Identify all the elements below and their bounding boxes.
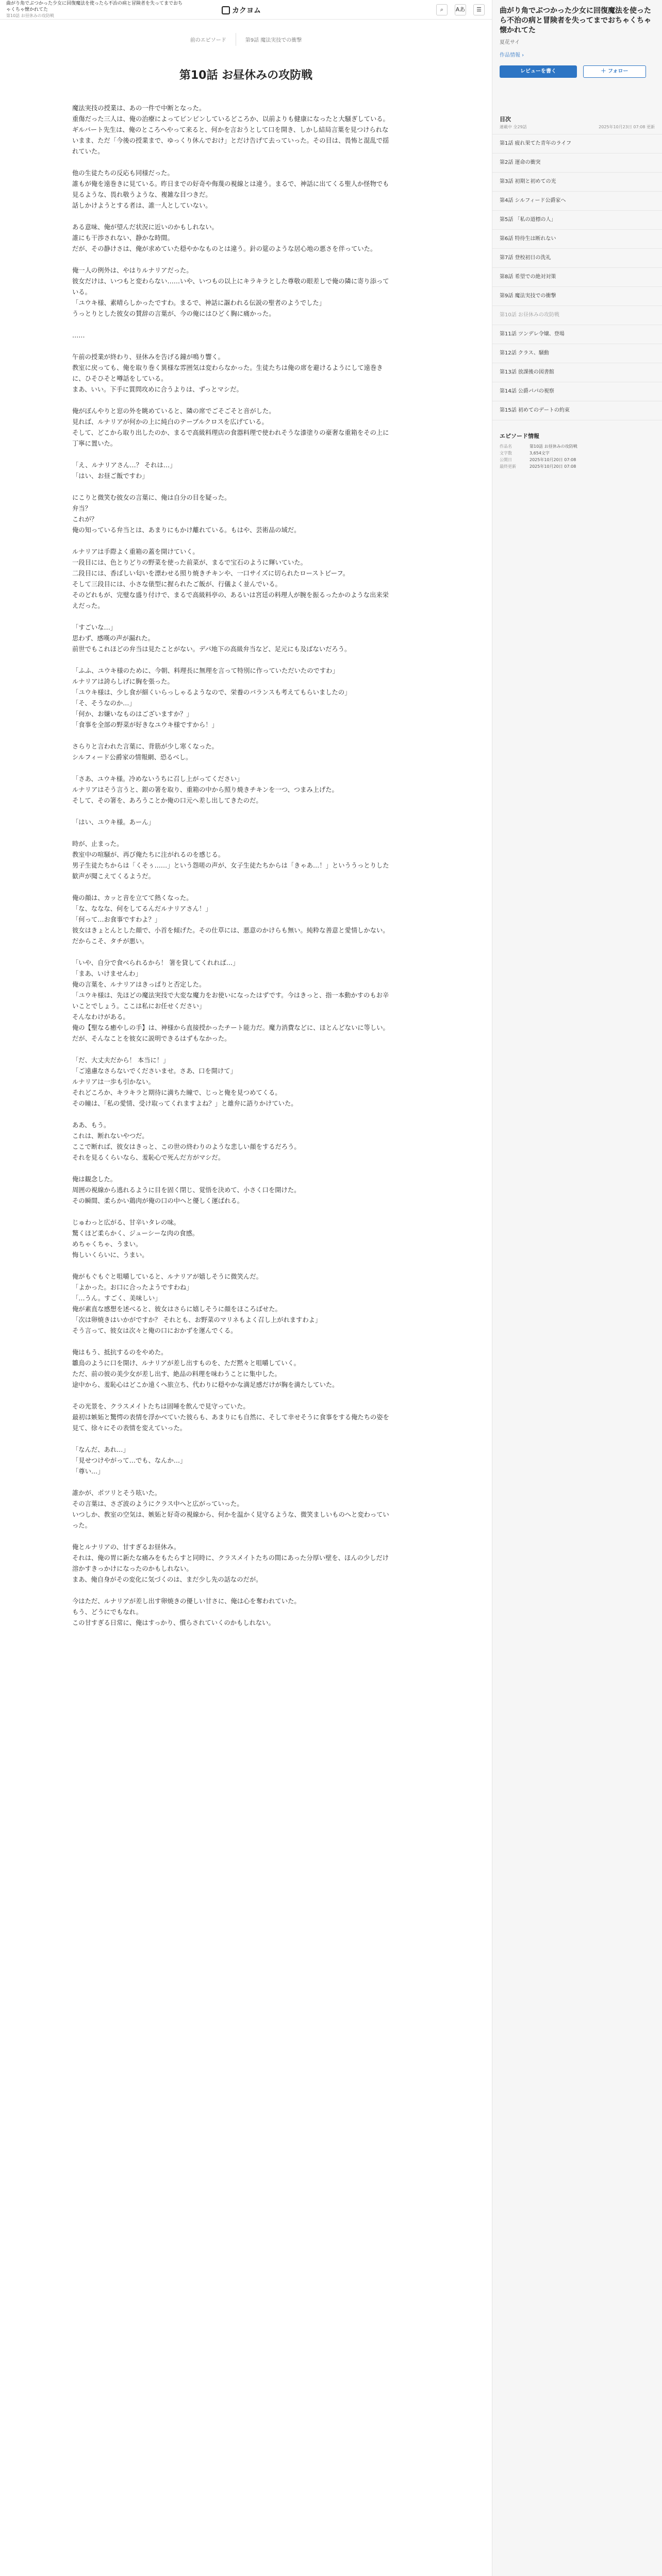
toc-episode-item[interactable]: 第4話 シルフィード公爵家へ [492,191,662,210]
info-value: 2025年10月20日 07:08 [529,457,576,462]
story-paragraph: 「え、ルナリアさん…？ それは…」 「はい、お昼ご飯ですわ」 [72,462,176,480]
toc-episode-item[interactable]: 第1話 疲れ果てた青年のライフ [492,134,662,153]
toc-episode-item[interactable]: 第9話 魔法実技での衝撃 [492,286,662,306]
story-paragraph: …… [72,332,85,339]
story-paragraph: 「ふふ、ユウキ様のために、今朝、料理長に無理を言って特別に作っていただいたのですわ」 ルナリアは誇らしげに胸を張った。 「ユウキ様は、少し食が細くいらっしゃるようなので、栄養のバランスも考えてもらいましたの」 「そ、そうなのか…」 「何か、お嫌いなものはございますか？」 「食事を全部の野菜が好きなユウキ様ですから！」 [72,667,351,728]
toc-list [492,134,662,420]
sidebar-work-title[interactable]: 曲がり角でぶつかった少女に回復魔法を使ったら不治の病と冒険者を失ってまでおちゃくちゃ懐かれてた [500,7,651,35]
story-paragraph: にこりと微笑む彼女の言葉に、俺は自分の目を疑った。 弁当？ これが？ 俺の知っている弁当とは、あまりにもかけ離れている。もはや、芸術品の域だ。 [72,494,301,534]
story-paragraph: 他の生徒たちの反応も同様だった。 誰もが俺を遠巻きに見ている。昨日までの好奇や侮蔑の視線とは違う。まるで、神話に出てくる聖人か怪物でも見るような、畏れ敬うような、複雑な目つきだ。 話しかけようとする者は、誰一人としていない。 [72,170,389,209]
episode-info-row [492,443,662,450]
toc-episode-item[interactable]: 第12話 クラス、騒動 [492,344,662,363]
toc-episode-item[interactable]: 第10話 お昼休みの攻防戦 [492,306,662,325]
story-paragraph: 俺はもう、抵抗するのをやめた。 雛鳥のように口を開け、ルナリアが差し出すものを、ただ黙々と咀嚼していく。 ただ、前の彼の美少女が差し出す、絶品の料理を味わうことに集中した。 途中から、羞恥心はどこか遠くへ旅立ち、代わりに穏やかな満足感だけが胸を満たしていた。 [72,1349,339,1388]
toc-episode-item[interactable]: 第8話 希望での絶対対策 [492,267,662,286]
toc-episode-item[interactable]: 第13話 放課後の図書館 [492,363,662,382]
episode-navigation [0,33,492,46]
story-paragraph: ああ、もう。 これは、断れないやつだ。 ここで断れば、彼女はきっと、この世の終わりのような悲しい顔をするだろう。 それを見るくらいなら、羞恥心で死んだ方がマシだ。 [72,1122,301,1161]
story-paragraph: 「さあ、ユウキ様。冷めないうちに召し上がってください」 ルナリアはそう言うと、銀の箸を取り、重箱の中から照り焼きチキンを一つ、つまみ上げた。 そして、その箸を、あろうことか俺の口元へ差し出してきたのだ。 [72,775,338,804]
work-header[interactable] [6,1,187,19]
toc-episode-item[interactable]: 第14話 公爵パパの視察 [492,382,662,401]
story-paragraph: 「なんだ、あれ…」 「見せつけやがって…でも、なんか…」 「尊い…」 [72,1446,187,1475]
toc-episode-item[interactable]: 第2話 運命の衝突 [492,153,662,172]
review-button[interactable]: レビューを書く [500,65,577,78]
story-paragraph: ルナリアは手際よく重箱の蓋を開けていく。 一段目には、色とりどりの野菜を使った前菜が、まるで宝石のように輝いていた。 二段目には、香ばしい匂いを漂わせる照り焼きチキンや、一口サイズに切られたローストビーフ。 そして三段目には、小さな俵型に握られたご飯が、行儀よく並んでいる。 そのどれもが、完璧な盛り付けで、まるで高級料亭の、あるいは宮廷の料理人が腕を振るったかのような出来栄えだった。 [72,548,389,609]
toc-meta [492,123,662,134]
story-paragraph: 俺とルナリアの、甘すぎるお昼休み。 それは、俺の胃に新たな痛みをもたらすと同時に、クラスメイトたちの間にあった分厚い壁を、ほんの少しだけ溶かすきっかけになったのかもしれない。 まあ、俺自身がその変化に気づくのは、まだ少し先の話なのだが。 [72,1544,389,1583]
toc-episode-item[interactable]: 第5話 「私の道標の人」 [492,210,662,229]
story-paragraph: 魔法実技の授業は、あの一件で中断となった。 重傷だった三人は、俺の治療によってピンピンしているどころか、以前よりも健康になったと大騒ぎしている。 ギルバート先生は、俺のところへやって来ると、何かを言おうとして口を開き、しかし結局言葉を見つけられないまま、ただ「今後の授業まで、ゆっくり休んでおけ」とだけ告げて去っていった。その目は、畏怖と混乱で揺れていた。 [72,105,389,155]
info-value: 3,654文字 [529,451,550,455]
toc-updated: 2025年10月23日 07:08 更新 [599,125,655,129]
story-paragraph: 俺一人の例外は、やはりルナリアだった。 彼女だけは、いつもと変わらない……いや、いつもの以上にキラキラとした尊敬の眼差しで俺の隣に寄り添っている。 「ユウキ様、素晴らしかったですわ。まるで、神話に謳われる伝説の聖者のようでした」 うっとりとした彼女の賛辞の言葉が、今の俺にはひどく胸に痛かった。 [72,267,389,317]
menu-icon[interactable]: ☰ [473,4,485,15]
story-paragraph: 今はただ、ルナリアが差し出す卵焼きの優しい甘さに、俺は心を奪われていた。 もう、どうにでもなれ。 この甘すぎる日常に、俺はすっかり、慣らされていくのかもしれない。 [72,1598,301,1626]
info-value: 第10話 お昼休みの攻防戦 [529,444,577,449]
header-icons [436,4,485,15]
work-header-subtitle: 第10話 お昼休みの攻防戦 [6,13,54,18]
sidebar-work-info [492,0,662,84]
episode-info-row [492,456,662,463]
episode-info-rows [492,443,662,470]
follow-button[interactable]: ＋ フォロー [583,65,646,78]
work-info-link[interactable]: 作品情報 › [500,53,524,58]
toc-episode-item[interactable]: 第15話 初めてのデートの約束 [492,401,662,420]
story-paragraph: 「いや、自分で食べられるから！ 箸を貸してくれれば…」 「まあ、いけませんわ」 俺の言葉を、ルナリアはきっぱりと否定した。 「ユウキ様は、先ほどの魔法実技で大変な魔力をお使いになったはずです。今はきっと、指一本動かすのもお辛いことでしょう。ここは私にお任せください」 そんなわけがある。 俺の【聖なる癒やしの手】は、神様から直接授かったチート能力だ。魔力消費などに、ほとんどないに等しい。 だが、そんなことを彼女に説明できるはずもなかった。 [72,959,389,1042]
story-paragraph: 「はい、ユウキ様。あーん」 [72,819,155,826]
toc-episode-item[interactable]: 第6話 特待生は断れない [492,229,662,248]
episode-info [492,432,662,470]
episode-info-heading: エピソード情報 [500,433,539,439]
story-paragraph: 午前の授業が終わり、昼休みを告げる鐘が鳴り響く。 教室に戻っても、俺を取り巻く異様な雰囲気は変わらなかった。生徒たちは俺の席を避けるようにして遠巻きに、ひそひそと噂話をしている。 まあ、いい。下手に質問攻めに合うよりは、ずっとマシだ。 [72,353,383,393]
info-key: 作品名 [500,444,512,449]
episode-info-row [492,450,662,456]
prev-episode-link[interactable]: 前のエピソード [190,38,226,43]
story-body [72,103,392,1629]
story-paragraph: 俺は観念した。 周囲の視線から逃れるように目を固く閉じ、覚悟を決めて、小さく口を開けた。 その瞬間、柔らかい鶏肉が俺の口の中へと優しく運ばれる。 [72,1176,301,1205]
kakuyomu-logo-icon [222,6,230,14]
info-key: 最終更新 [500,464,516,469]
story-paragraph: 俺がもぐもぐと咀嚼していると、ルナリアが嬉しそうに微笑んだ。 「よかった。お口に合ったようですわね」 「…うん。すごく、美味しい」 俺が素直な感想を述べると、彼女はさらに嬉しそうに顔をほころばせた。 「次は卵焼きはいかがですか？ それとも、お野菜のマリネもよく召し上がれますわよ」 そう言って、彼女は次々と俺の口におかずを運んでくる。 [72,1273,322,1334]
story-paragraph: その光景を、クラスメイトたちは固唾を飲んで見守っていた。 最初は嫉妬と驚愕の表情を浮かべていた彼らも、あまりにも自然に、そして幸せそうに食事をする俺たちの姿を見て、徐々にその表情を変えていった。 [72,1403,389,1432]
story-paragraph: 誰かが、ポツリとそう呟いた。 その言葉は、さざ波のようにクラス中へと広がっていった。 いつしか、教室の空気は、嫉妬と好奇の視線から、何かを温かく見守るような、微笑ましいものへと変わっていった。 [72,1489,389,1529]
toc-episode-item[interactable]: 第11話 ツンデレ令嬢、登場 [492,325,662,344]
toc-episode-item[interactable]: 第3話 初期と初めての光 [492,172,662,191]
info-value: 2025年10月20日 07:08 [529,464,576,469]
toc-section [492,115,662,420]
story-paragraph: さらりと言われた言葉に、背筋が少し寒くなった。 シルフィード公爵家の情報網、恐るべし。 [72,743,218,761]
story-paragraph: 時が、止まった。 教室中の喧騒が、再び俺たちに注がれるのを感じる。 男子生徒たちからは「くそぅ……」という怨嗟の声が、女子生徒たちからは「きゃあ…！」といううっとりした歓声が聞こえてくるようだ。 [72,840,389,880]
story-paragraph: 俺の顔は、カッと音を立てて熱くなった。 「な、ななな、何をしてるんだルナリアさん！」 「何って…お食事ですわよ？」 彼女はきょとんとした顔で、小首を傾げた。その仕草には、悪意のかけらも無い。純粋な善意と愛情しかない。 だからこそ、タチが悪い。 [72,894,389,945]
story-paragraph: 「すごいな…」 思わず、感嘆の声が漏れた。 前世でもこれほどの弁当は見たことがない。デパ地下の高級弁当など、足元にも及ばないだろう。 [72,624,351,653]
toc-episode-item[interactable]: 第7話 登校初日の洗礼 [492,248,662,267]
search-icon[interactable]: ⌕ [436,4,448,15]
work-header-title[interactable]: 曲がり角でぶつかった少女に回復魔法を使ったら不治の病と冒険者を失ってまでおちゃくちゃ懐かれてた [6,1,183,12]
prev-episode-title[interactable]: 第9話 魔法実技での衝撃 [236,33,311,46]
story-paragraph: 俺がぼんやりと窓の外を眺めていると、隣の席でごそごそと音がした。 見れば、ルナリアが何かの上に純白のテーブルクロスを広げている。 そして、どこから取り出したのか、まるで高級料理店の食器料理で使われそうな漆塗りの豪奢な重箱をその上に丁寧に置いた。 [72,408,389,447]
site-logo[interactable] [222,5,261,15]
story-paragraph: じゅわっと広がる、甘辛いタレの味。 驚くほど柔らかく、ジューシーな肉の食感。 めちゃくちゃ、うまい。 悔しいくらいに、うまい。 [72,1219,199,1259]
sidebar-author[interactable]: 夏花サイ [500,40,520,45]
text-settings-icon[interactable]: Aあ [455,4,466,15]
top-bar [0,0,492,20]
info-key: 公開日 [500,457,512,462]
info-key: 文字数 [500,451,512,455]
toc-heading: 目次 [500,116,511,123]
episode-title: 第10話 お昼休みの攻防戦 [179,69,313,82]
story-paragraph: ある意味、俺が望んだ状況に近いのかもしれない。 誰にも干渉されない、静かな時間。 だが、その静けさは、俺が求めていた穏やかなものとは違う。針の筵のような居心地の悪さを伴っていた。 [72,224,377,252]
sidebar [492,0,662,2576]
toc-status: 連載中 全29話 [500,125,527,129]
episode-info-row [492,463,662,470]
story-paragraph: 「だ、大丈夫だから！ 本当に！」 「ご遠慮なさらないでくださいませ。さあ、口を開けて」 ルナリアは一歩も引かない。 それどころか、キラキラと期待に満ちた瞳で、じっと俺を見つめてくる。 その瞳は、「私の愛情、受け取ってくれますよね？」と雄弁に語りかけていた。 [72,1057,297,1107]
brand-name: カクヨム [232,7,261,15]
